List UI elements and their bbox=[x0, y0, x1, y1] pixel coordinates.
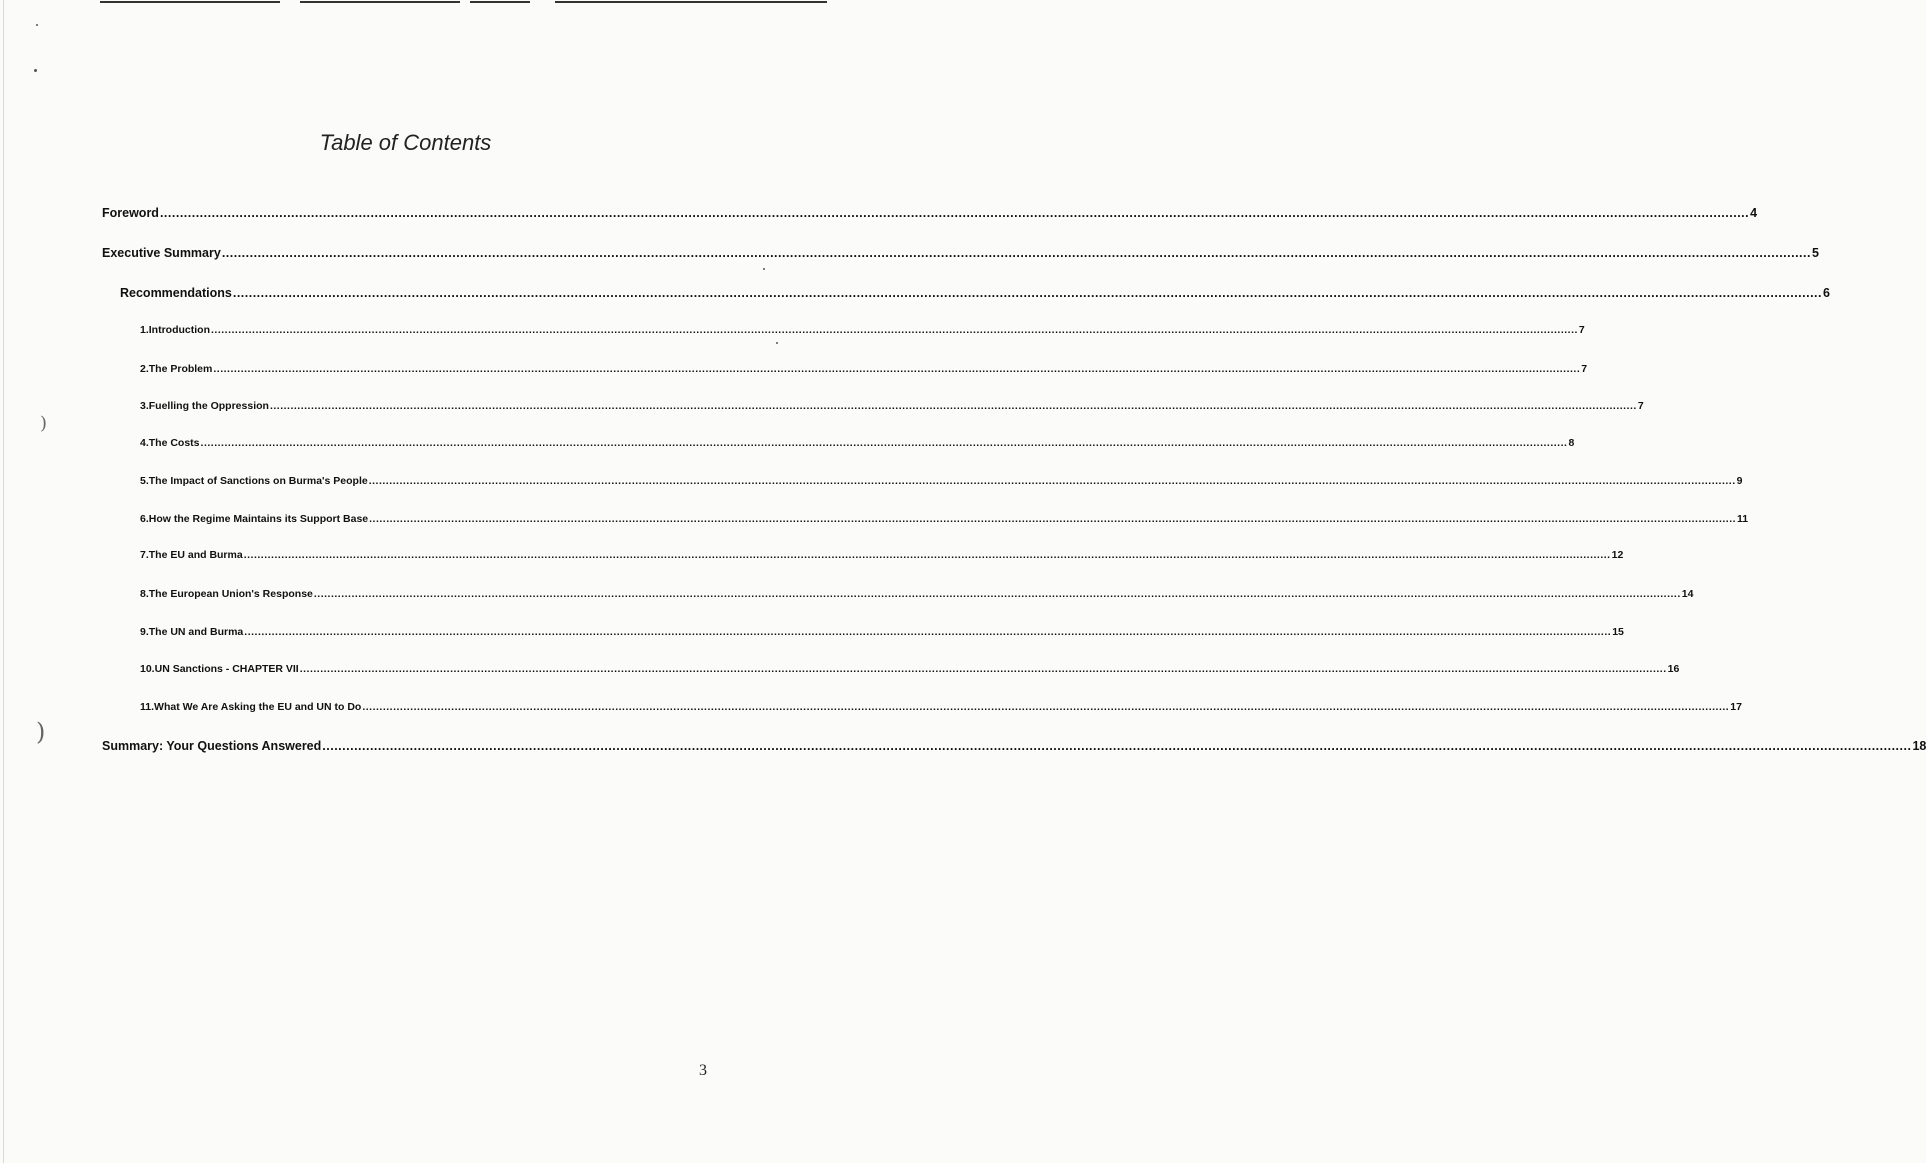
toc-entry-page: 5 bbox=[1811, 246, 1819, 260]
toc-entry-page: 15 bbox=[1612, 626, 1624, 638]
toc-leader-dots: ................................................................................................................................................................................................................................................................................................................................................................................................................ bbox=[221, 246, 1811, 260]
toc-entry-page: 16 bbox=[1667, 663, 1680, 675]
toc-entry-label: The Problem bbox=[148, 363, 213, 375]
toc-entry-page: 6 bbox=[1823, 286, 1830, 300]
page-title: Table of Contents bbox=[319, 130, 492, 155]
toc-entry-page: 11 bbox=[1737, 513, 1749, 525]
toc-entry-label: The Costs bbox=[148, 437, 200, 449]
toc-entry-number: 11. bbox=[140, 701, 155, 713]
page-number: 3 bbox=[699, 1062, 707, 1079]
toc-entry-page: 17 bbox=[1730, 701, 1742, 713]
toc-leader-dots: ................................................................................................................................................................................................................................................................................................................................................................................................................ bbox=[368, 475, 1736, 487]
toc-entry[interactable] bbox=[140, 663, 1680, 675]
toc-entry-label: How the Regime Maintains its Support Base bbox=[148, 513, 369, 525]
toc-entry-page: 12 bbox=[1611, 549, 1624, 561]
toc-entry-page: 7 bbox=[1578, 324, 1585, 336]
toc-leader-dots: ................................................................................................................................................................................................................................................................................................................................................................................................................ bbox=[211, 324, 1578, 336]
toc-entry-number: 8. bbox=[140, 588, 149, 600]
toc-entry-number: 10. bbox=[140, 663, 155, 675]
toc-entry-label: The UN and Burma bbox=[148, 626, 244, 638]
toc-entry[interactable] bbox=[102, 206, 1758, 220]
toc-entry-number: 1. bbox=[140, 324, 149, 336]
toc-entry-label: The European Union's Response bbox=[148, 588, 313, 600]
toc-entry[interactable] bbox=[140, 549, 1624, 561]
toc-entry-page: 9 bbox=[1736, 475, 1743, 487]
toc-leader-dots: ................................................................................................................................................................................................................................................................................................................................................................................................................ bbox=[244, 626, 1612, 638]
toc-leader-dots: ................................................................................................................................................................................................................................................................................................................................................................................................................ bbox=[369, 513, 1737, 525]
toc-entry-label: The Impact of Sanctions on Burma's People bbox=[148, 475, 368, 487]
toc-entry-number: 5. bbox=[140, 475, 149, 487]
toc-leader-dots: ................................................................................................................................................................................................................................................................................................................................................................................................................ bbox=[213, 363, 1581, 375]
toc-leader-dots: ................................................................................................................................................................................................................................................................................................................................................................................................................ bbox=[362, 701, 1730, 713]
toc-leader-dots: ................................................................................................................................................................................................................................................................................................................................................................................................................ bbox=[269, 400, 1637, 412]
toc-entry[interactable] bbox=[140, 475, 1743, 487]
toc-entry-page: 7 bbox=[1637, 400, 1644, 412]
toc-entry-number: 2. bbox=[140, 363, 149, 375]
toc-leader-dots: ................................................................................................................................................................................................................................................................................................................................................................................................................ bbox=[299, 663, 1667, 675]
toc-entry[interactable] bbox=[140, 588, 1694, 600]
toc-entry[interactable] bbox=[120, 286, 1830, 300]
toc-entry-number: 4. bbox=[140, 437, 149, 449]
toc-entry-label: Recommendations bbox=[120, 286, 232, 300]
toc-entry[interactable] bbox=[140, 324, 1585, 336]
toc-entry-page: 14 bbox=[1681, 588, 1694, 600]
toc-entry[interactable] bbox=[102, 739, 1926, 753]
toc-entry[interactable] bbox=[140, 701, 1742, 713]
scan-mark: ) bbox=[40, 413, 48, 434]
toc-leader-dots: ................................................................................................................................................................................................................................................................................................................................................................................................................ bbox=[232, 286, 1823, 300]
toc-leader-dots: ................................................................................................................................................................................................................................................................................................................................................................................................................ bbox=[322, 739, 1912, 753]
toc-entry[interactable] bbox=[140, 437, 1575, 449]
toc-entry-number: 6. bbox=[140, 513, 149, 525]
toc-entry-number: 9. bbox=[140, 626, 149, 638]
toc-entry-page: 8 bbox=[1568, 437, 1575, 449]
toc-entry-label: Summary: Your Questions Answered bbox=[102, 739, 322, 753]
toc-entry-page: 18 bbox=[1912, 739, 1926, 753]
toc-entry-label: Foreword bbox=[102, 206, 159, 220]
toc-entry-number: 3. bbox=[140, 400, 149, 412]
toc-entry-number: 7. bbox=[140, 549, 149, 561]
toc-leader-dots: ................................................................................................................................................................................................................................................................................................................................................................................................................ bbox=[243, 549, 1611, 561]
toc-entry[interactable] bbox=[140, 400, 1644, 412]
toc-entry-label: The EU and Burma bbox=[148, 549, 243, 561]
toc-entry-label: What We Are Asking the EU and UN to Do bbox=[154, 701, 362, 713]
toc-entry-label: Introduction bbox=[148, 324, 211, 336]
toc-entry-page: 4 bbox=[1750, 206, 1758, 220]
toc-entry-label: Fuelling the Oppression bbox=[148, 400, 269, 412]
toc-leader-dots: ................................................................................................................................................................................................................................................................................................................................................................................................................ bbox=[159, 206, 1750, 220]
toc-entry[interactable] bbox=[140, 363, 1588, 375]
scan-mark: ) bbox=[36, 718, 46, 746]
toc-entry[interactable] bbox=[140, 626, 1624, 638]
toc-entry[interactable] bbox=[102, 246, 1819, 260]
toc-entry-label: UN Sanctions - CHAPTER VII bbox=[154, 663, 299, 675]
toc-leader-dots: ................................................................................................................................................................................................................................................................................................................................................................................................................ bbox=[313, 588, 1681, 600]
toc-entry-label: Executive Summary bbox=[102, 246, 221, 260]
toc-entry[interactable] bbox=[140, 513, 1749, 525]
toc-leader-dots: ................................................................................................................................................................................................................................................................................................................................................................................................................ bbox=[200, 437, 1568, 449]
toc-entry-page: 7 bbox=[1581, 363, 1588, 375]
